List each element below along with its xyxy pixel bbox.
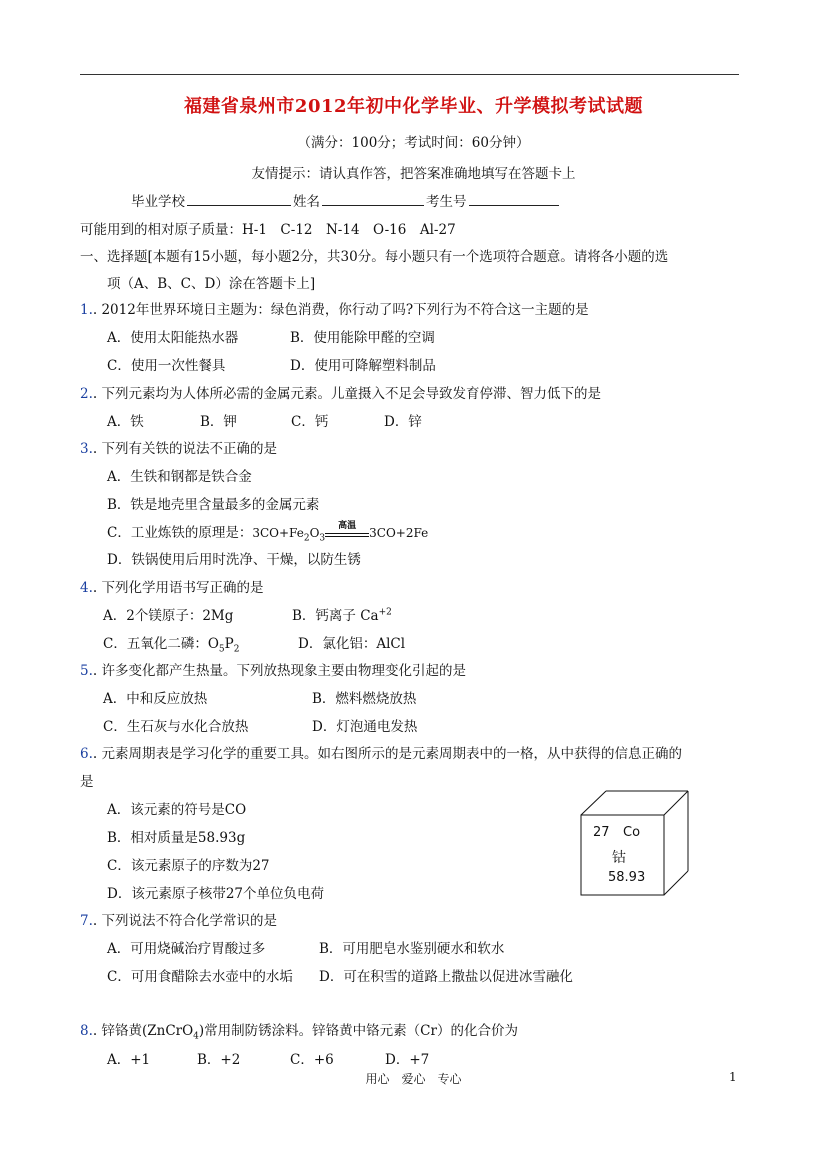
option: A．该元素的符号是CO xyxy=(107,802,247,818)
option: D．使用可降解塑料制品 xyxy=(290,358,436,374)
option: D．该元素原子核带27个单位负电荷 xyxy=(107,886,325,902)
header-rule xyxy=(80,74,739,75)
atomic-number: 27 xyxy=(593,825,610,840)
option: A．2个镁原子：2Mg xyxy=(103,608,234,624)
question-number: 8. xyxy=(80,1023,93,1039)
question-number: 1. xyxy=(80,302,93,318)
option: B．燃料燃烧放热 xyxy=(312,691,417,707)
option-with-formula: C．五氧化二磷：$O_5P_2$ xyxy=(103,636,240,655)
reaction-condition: 高温 xyxy=(325,527,369,541)
page-footer: 用心 爱心 专心 xyxy=(365,1072,462,1086)
option: D．可在积雪的道路上撒盐以促进冰雪融化 xyxy=(319,969,573,985)
question-6 xyxy=(80,742,682,762)
name-blank xyxy=(322,191,424,206)
page-title: 福建省泉州市2012年初中化学毕业、升学模拟考试试题 xyxy=(183,96,644,117)
option: D．锌 xyxy=(384,414,422,430)
option: C．钙 xyxy=(291,414,329,430)
question-number: 5. xyxy=(80,663,93,679)
option: C．可用食醋除去水壶中的水垢 xyxy=(107,969,293,985)
question-stem: . 下列说法不符合化学常识的是 xyxy=(92,913,277,929)
question-stem: . 2012年世界环境日主题为：绿色消费，你行动了吗?下列行为不符合这一主题的是 xyxy=(92,302,589,318)
exam-subtitle: （满分：100分；考试时间：60分钟） xyxy=(297,135,530,151)
option: C．使用一次性餐具 xyxy=(107,358,226,374)
question-4 xyxy=(80,576,263,596)
option: B．可用肥皂水鉴别硬水和软水 xyxy=(319,941,505,957)
section1-header-line1: 一、选择题[本题有15小题，每小题2分，共30分。每小题只有一个选项符合题意。请将各小题的选 xyxy=(80,249,669,265)
question-stem: . 元素周期表是学习化学的重要工具。如右图所示的是元素周期表中的一格，从中获得的信息正确的 xyxy=(92,746,682,762)
option: D．灯泡通电发热 xyxy=(312,719,418,735)
question-number: 3. xyxy=(80,441,93,457)
school-label: 毕业学校 xyxy=(131,194,185,210)
question-stem: . 下列元素均为人体所必需的金属元素。儿童摄入不足会导致发育停滞、智力低下的是 xyxy=(92,386,601,402)
option: D．氯化铝：AlCl xyxy=(298,636,406,652)
question-stem: . 下列化学用语书写正确的是 xyxy=(92,580,264,596)
question-7 xyxy=(80,909,277,929)
question-number: 2. xyxy=(80,386,93,402)
school-blank xyxy=(187,191,291,206)
option: A．中和反应放热 xyxy=(103,691,208,707)
exam-no-label: 考生号 xyxy=(426,194,467,210)
option: B．相对质量是58.93g xyxy=(107,830,246,846)
option: A．+1 xyxy=(107,1052,151,1068)
option: B．钾 xyxy=(200,414,237,430)
question-8: 8.. 锌铬黄(ZnCrO$_4$)常用制防锈涂料。锌铬黄中铬元素（Cr）的化合价为 xyxy=(80,1023,518,1042)
option: D．+7 xyxy=(385,1052,430,1068)
element-name: 钴 xyxy=(612,850,626,866)
question-number: 6. xyxy=(80,746,93,762)
option: A．生铁和钢都是铁合金 xyxy=(107,469,252,485)
question-number: 7. xyxy=(80,913,93,929)
student-info-line xyxy=(131,190,561,210)
option: A．可用烧碱治疗胃酸过多 xyxy=(107,941,266,957)
question-number: 4. xyxy=(80,580,93,596)
option: C．生石灰与水化合放热 xyxy=(103,719,249,735)
option: C．该元素原子的序数为27 xyxy=(107,858,270,874)
option: B．+2 xyxy=(197,1052,241,1068)
option-with-equation: C．工业炼铁的原理是：$3CO+Fe_2O_3$ 高温 3CO+2Fe xyxy=(107,520,429,544)
option-with-charge: B．钙离子 $Ca^{+2}$ xyxy=(292,607,392,624)
equation: $3CO+Fe_2O_3$ 高温 3CO+2Fe xyxy=(252,520,429,544)
option: D．铁锅使用后用时洗净、干燥，以防生锈 xyxy=(107,552,361,568)
question-stem: . 许多变化都产生热量。下列放热现象主要由物理变化引起的是 xyxy=(92,663,466,679)
exam-no-blank xyxy=(469,191,559,206)
question-stem-continued: 是 xyxy=(80,774,94,790)
option: B．铁是地壳里含量最多的金属元素 xyxy=(107,497,320,513)
question-1 xyxy=(80,298,589,318)
question-5 xyxy=(80,659,466,679)
question-3 xyxy=(80,437,277,457)
relative-atomic-mass: 58.93 xyxy=(608,870,646,885)
page-number: 1 xyxy=(729,1070,737,1084)
option: A．使用太阳能热水器 xyxy=(107,330,239,346)
periodic-table-cell xyxy=(580,790,690,904)
option: A．铁 xyxy=(107,414,144,430)
friendly-tip: 友情提示：请认真作答，把答案准确地填写在答题卡上 xyxy=(251,166,576,182)
question-2 xyxy=(80,382,601,402)
name-label: 姓名 xyxy=(293,194,320,210)
atomic-masses: 可能用到的相对原子质量：H-1 C-12 N-14 O-16 Al-27 xyxy=(80,222,456,238)
option: C．+6 xyxy=(290,1052,334,1068)
element-symbol: Co xyxy=(623,825,641,840)
question-stem: . 下列有关铁的说法不正确的是 xyxy=(92,441,277,457)
option: B．使用能除甲醛的空调 xyxy=(290,330,435,346)
section1-header-line2: 项（A、B、C、D）涂在答题卡上] xyxy=(107,276,316,292)
